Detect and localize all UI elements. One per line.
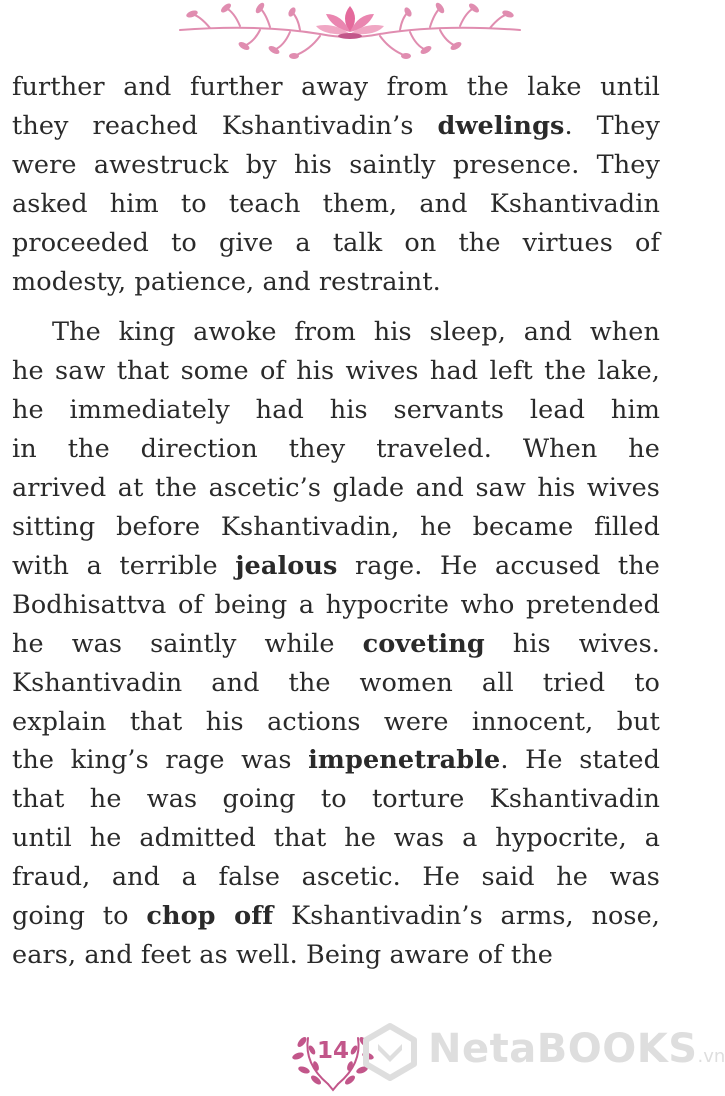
text-line xyxy=(12,586,660,625)
text-run: asked him to teach them, and Kshantivadin xyxy=(12,188,660,219)
text-run: with a terrible xyxy=(12,550,236,581)
text-line xyxy=(12,703,660,742)
text-run: . They xyxy=(564,110,660,141)
text-line xyxy=(12,107,660,146)
watermark xyxy=(360,1020,725,1082)
lotus-ornament-icon xyxy=(170,0,530,62)
text-run: fraud, and a false ascetic. He said he was xyxy=(12,862,660,893)
story-text xyxy=(12,68,660,975)
text-run: arrived at the ascetic’s glade and saw his wives xyxy=(12,473,660,504)
text-line xyxy=(12,185,660,224)
text-run: until he admitted that he was a hypocrite, a xyxy=(12,823,660,854)
text-run: they reached Kshantivadin’s xyxy=(12,110,438,141)
vocabulary-word: dwelings xyxy=(437,110,565,141)
text-run: his wives. xyxy=(484,628,660,659)
vocabulary-word: coveting xyxy=(362,628,485,659)
text-line xyxy=(12,146,660,185)
text-run: proceeded to give a talk on the virtues of xyxy=(12,227,660,258)
page-footer xyxy=(0,1008,725,1096)
text-line xyxy=(12,430,660,469)
text-line xyxy=(12,547,660,586)
text-run: modesty, patience, and restraint. xyxy=(12,266,441,297)
text-line xyxy=(12,819,660,858)
text-run: that he was going to torture Kshantivadin xyxy=(12,784,660,815)
text-line xyxy=(12,224,660,263)
text-run: the king’s rage was xyxy=(12,745,309,776)
text-run: Kshantivadin and the women all tried to xyxy=(12,667,660,698)
text-run: explain that his actions were innocent, but xyxy=(12,706,660,737)
text-line xyxy=(12,352,660,391)
watermark-brand: NetaBOOKS.vn xyxy=(428,1026,725,1072)
text-line xyxy=(12,664,660,703)
text-line xyxy=(12,741,660,780)
text-run: Bodhisattva of being a hypocrite who pretended xyxy=(12,589,660,620)
paragraph xyxy=(12,313,660,974)
text-line xyxy=(12,625,660,664)
text-run: sitting before Kshantivadin, he became filled xyxy=(12,511,660,542)
text-line xyxy=(12,780,660,819)
text-run: further and further away from the lake until xyxy=(12,72,660,102)
vocabulary-word: impenetrable xyxy=(308,745,501,776)
watermark-suffix: .vn xyxy=(697,1046,725,1067)
paragraph xyxy=(12,68,660,301)
text-line xyxy=(12,508,660,547)
text-line xyxy=(12,313,660,352)
text-run: The king awoke from his sleep, and when xyxy=(52,317,660,348)
vocabulary-word: chop off xyxy=(146,901,274,932)
text-line xyxy=(12,263,660,302)
page-number: 14 xyxy=(316,1038,349,1064)
text-run: going to xyxy=(12,901,147,932)
text-line xyxy=(12,897,660,936)
vocabulary-word: jealous xyxy=(235,550,338,581)
text-line xyxy=(12,858,660,897)
text-line xyxy=(12,469,660,508)
text-run: rage. He accused the xyxy=(337,550,660,581)
text-run: he immediately had his servants lead him xyxy=(12,395,660,426)
text-run: ears, and feet as well. Being aware of the xyxy=(12,939,553,970)
text-run: Kshantivadin’s arms, nose, xyxy=(273,901,661,932)
text-run: he saw that some of his wives had left the lake, xyxy=(12,356,660,387)
text-run: . He stated xyxy=(500,745,660,776)
text-run: in the direction they traveled. When he xyxy=(12,434,660,465)
text-line xyxy=(12,936,660,975)
netabooks-logo-icon xyxy=(360,1020,420,1082)
text-line xyxy=(12,391,660,430)
text-run: he was saintly while xyxy=(12,628,363,659)
text-run: were awestruck by his saintly presence. They xyxy=(12,149,660,180)
text-line xyxy=(12,68,660,107)
